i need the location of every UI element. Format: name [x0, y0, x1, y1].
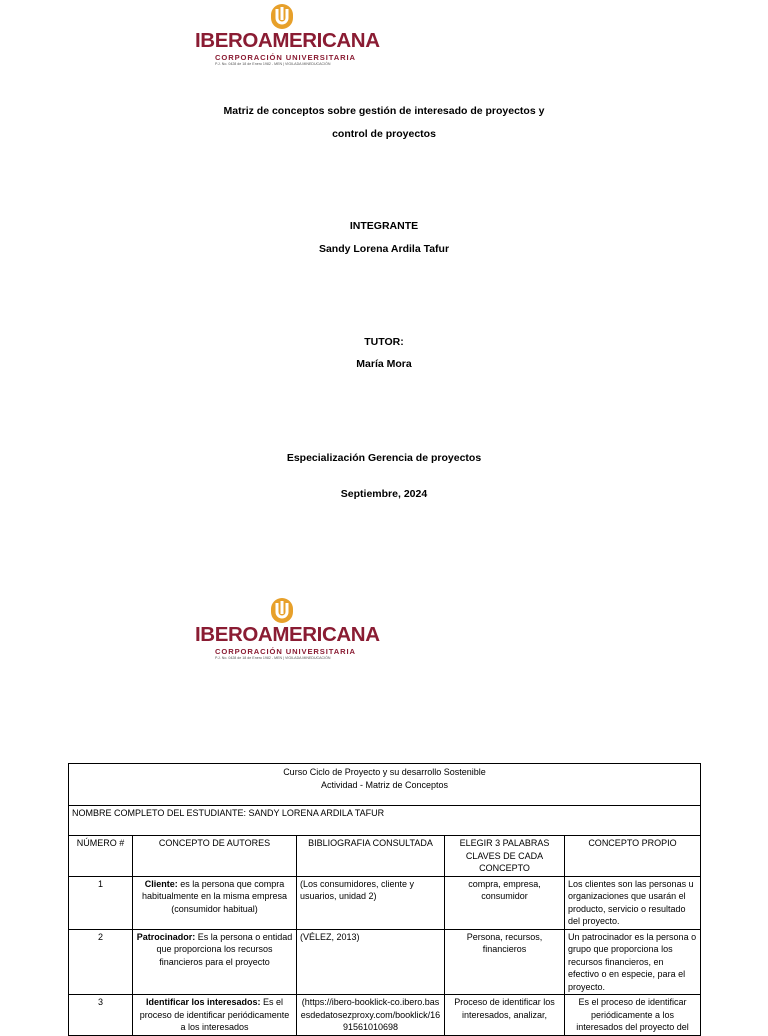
doc-title-line2: control de proyectos — [332, 128, 436, 140]
own-concept: Es el proceso de identificar periódicamente a los interesados del proyecto del — [565, 995, 701, 1036]
column-header: NÚMERO # — [69, 836, 133, 877]
logo-brand: IBEROAMERICANA — [195, 29, 380, 52]
tutor-name: María Mora — [356, 358, 412, 370]
doc-title-line1: Matriz de conceptos sobre gestión de interesado de proyectos y — [223, 105, 545, 117]
table-row — [69, 995, 701, 1036]
university-logo — [195, 597, 380, 667]
own-concept: Los clientes son las personas u organizaciones que usarán el producto, servicio o resultado del proyecto. — [565, 876, 701, 929]
member-name: Sandy Lorena Ardila Tafur — [318, 243, 450, 255]
course-name: Curso Ciclo de Proyecto y su desarrollo Sostenible — [283, 767, 486, 777]
university-logo — [195, 3, 380, 73]
row-number: 3 — [69, 995, 133, 1036]
tutor-label: TUTOR: — [364, 336, 404, 348]
student-row — [69, 806, 701, 836]
column-header: BIBLIOGRAFIA CONSULTADA — [297, 836, 445, 877]
doc-date: Septiembre, 2024 — [340, 488, 428, 500]
logo-legal: P.J. No. 0428 de 18 de Enero 1982 - MEN | VIGILADA MINEDUCACIÓN — [215, 62, 331, 66]
activity-name: Actividad - Matriz de Conceptos — [320, 779, 449, 790]
column-header: CONCEPTO PROPIO — [565, 836, 701, 877]
concept-definition: es la persona que compra habitualmente en la misma empresa (consumidor habitual) — [141, 878, 288, 914]
author-concept — [133, 995, 297, 1036]
student-name: NOMBRE COMPLETO DEL ESTUDIANTE: SANDY LORENA ARDILA TAFUR — [69, 806, 701, 836]
concept-term: Patrocinador: — [136, 931, 196, 942]
concept-term: Cliente: — [144, 878, 178, 889]
keywords: Persona, recursos, financieros — [445, 929, 565, 995]
column-header-row — [69, 836, 701, 877]
author-concept — [133, 876, 297, 929]
bibliography: (VÉLEZ, 2013) — [297, 929, 445, 995]
logo-subtitle: CORPORACIÓN UNIVERSITARIA — [215, 647, 356, 656]
column-header: CONCEPTO DE AUTORES — [133, 836, 297, 877]
concept-definition: Es la persona o entidad que proporciona los recursos financieros para el proyecto — [156, 931, 293, 967]
own-concept: Un patrocinador es la persona o grupo que proporciona los recursos financieros, en efectivo o en especie, para el proyecto. — [565, 929, 701, 995]
bibliography: (Los consumidores, cliente y usuarios, unidad 2) — [297, 876, 445, 929]
author-concept — [133, 929, 297, 995]
university-emblem-icon — [269, 3, 295, 31]
concept-matrix-table — [68, 763, 701, 1036]
logo-legal: P.J. No. 0428 de 18 de Enero 1982 - MEN | VIGILADA MINEDUCACIÓN — [215, 656, 331, 660]
bibliography: (https://ibero-booklick-co.ibero.basesdedatosezproxy.com/booklick/1691561010698 — [297, 995, 445, 1036]
table-row — [69, 876, 701, 929]
university-emblem-icon — [269, 597, 295, 625]
column-header: ELEGIR 3 PALABRAS CLAVES DE CADA CONCEPTO — [445, 836, 565, 877]
row-number: 1 — [69, 876, 133, 929]
row-number: 2 — [69, 929, 133, 995]
table-row — [69, 929, 701, 995]
member-label: INTEGRANTE — [349, 220, 419, 232]
keywords: compra, empresa, consumidor — [445, 876, 565, 929]
table-title-row — [69, 764, 701, 806]
concept-definition: Es el proceso de identificar periódicamente a los interesados — [139, 997, 290, 1032]
logo-brand: IBEROAMERICANA — [195, 623, 380, 646]
logo-subtitle: CORPORACIÓN UNIVERSITARIA — [215, 53, 356, 62]
program-name: Especialización Gerencia de proyectos — [286, 452, 482, 464]
concept-term: Identificar los interesados: — [145, 997, 261, 1007]
keywords: Proceso de identificar los interesados, analizar, — [445, 995, 565, 1036]
